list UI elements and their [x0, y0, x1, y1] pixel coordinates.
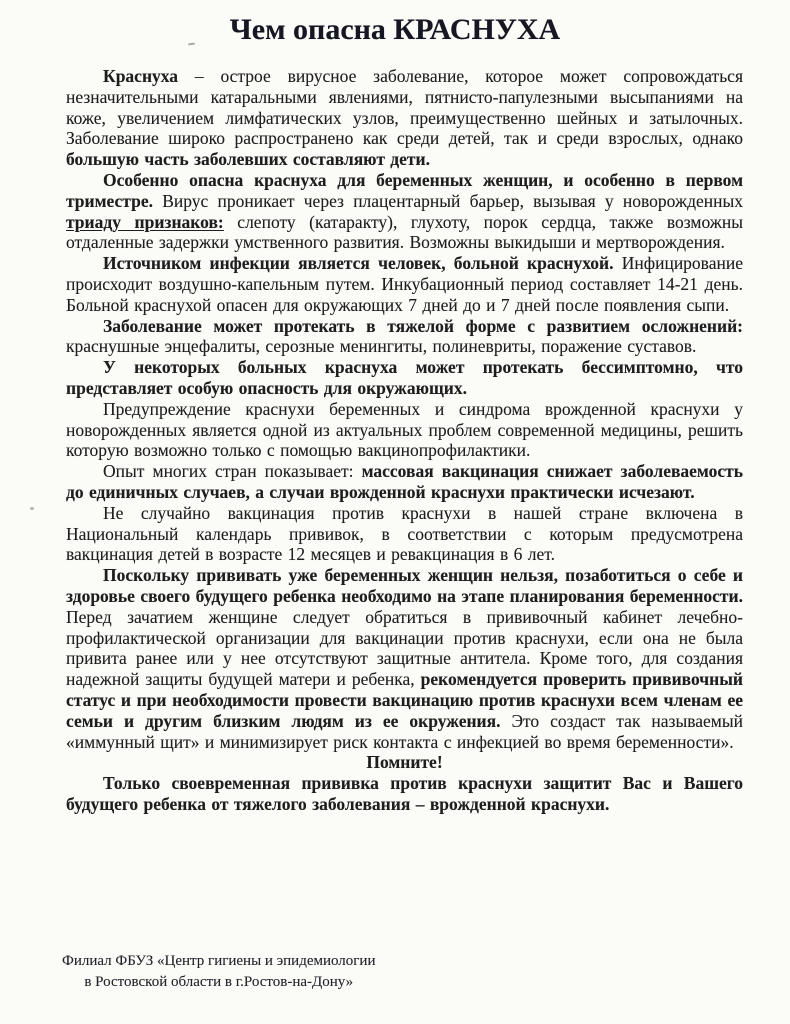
text-run: Это создаст так называемый «иммунный щит» и минимизирует риск контакта с инфекцией во время беременности».	[66, 710, 743, 752]
text-run: рекомендуется проверить прививочный статус и при необходимости провести вакцинацию против краснухи всем членам ее семьи и другим близким людям из ее окружения.	[66, 669, 743, 731]
paragraph-planning	[66, 565, 743, 752]
document-body	[66, 66, 743, 815]
scan-artifact	[30, 507, 34, 510]
paragraph-national-calendar	[66, 503, 743, 565]
text-run: Поскольку прививать уже беременных женщин нельзя, позаботиться о себе и здоровье своего будущего ребенка необходимо на этапе планирования беременности.	[66, 565, 743, 606]
text-run: Только своевременная прививка против краснухи защитит Вас и Вашего будущего ребенка от тяжелого заболевания – врожденной краснухи.	[66, 773, 743, 814]
text-run: Заболевание может протекать в тяжелой форме с развитием осложнений:	[103, 315, 743, 336]
text-run: – острое вирусное заболевание, которое может сопровождаться незначительными катаральными явлениями, пятнисто-папулезными высыпаниями на коже, увеличением лимфатических узлов, преимущественно шейных и затылочных. Заболевание широко распространено как среди детей, так и среди взрослых, однако	[66, 66, 743, 149]
text-run: триаду признаков:	[66, 211, 224, 232]
heading-remember	[66, 752, 743, 773]
text-run: большую часть заболевших составляют дети.	[66, 149, 430, 170]
paragraph-conclusion	[66, 773, 743, 815]
footer-org-line2: в Ростовской области в г.Ростов-на-Дону»	[84, 974, 354, 990]
text-run: Помните!	[366, 752, 443, 773]
text-run: Источником инфекции является человек, больной краснухой.	[103, 253, 614, 274]
footer-org-line1: Филиал ФБУЗ «Центр гигиены и эпидемиологии	[62, 953, 376, 969]
text-run: краснушные энцефалиты, серозные менингиты, полиневриты, поражение суставов.	[66, 336, 697, 357]
paragraph-prevention	[66, 399, 743, 461]
text-run: Инфицирование происходит воздушно-капельным путем. Инкубационный период составляет 14-21 день. Больной краснухой опасен для окружающих 7 дней до и 7 дней после появления сыпи.	[66, 253, 743, 315]
document-title: Чем опасна КРАСНУХА	[229, 13, 561, 46]
text-run: Перед зачатием женщине следует обратиться в прививочный кабинет лечебно-профилактической организации для вакцинации против краснухи, если она не была привита ранее или у нее отсутствуют защитные антитела. Кроме того, для создания надежной защиты будущей матери и ребенка,	[66, 606, 743, 690]
text-run: Особенно опасна краснуха для беременных женщин, и особенно в первом триместре.	[66, 169, 743, 211]
text-run: Опыт многих стран показывает:	[103, 461, 362, 482]
paragraph-pregnancy-risk	[66, 170, 743, 253]
footer-org	[62, 951, 376, 993]
paragraph-complications	[66, 316, 743, 358]
text-run: Вирус проникает через плацентарный барьер, вызывая у новорожденных	[152, 190, 743, 211]
paragraph-world-experience	[66, 461, 743, 503]
paragraph-asymptomatic	[66, 357, 743, 399]
text-run: массовая вакцинация снижает заболеваемость до единичных случаев, а случаи врожденной краснухи практически исчезают.	[66, 461, 743, 502]
text-run: Не случайно вакцинация против краснухи в нашей стране включена в Национальный календарь прививок, в соответствии с которым предусмотрена вакцинация детей в возрасте 12 месяцев и ревакцинация в 6 лет.	[66, 502, 743, 565]
text-run: Краснуха	[103, 66, 179, 86]
paragraph-intro	[66, 66, 743, 170]
paragraph-infection-source	[66, 253, 743, 315]
text-run: Предупреждение краснухи беременных и синдрома врожденной краснухи у новорожденных является одной из актуальных проблем современной медицины, решить которую возможно только с помощью вакцинопрофилактики.	[66, 398, 743, 461]
text-run: слепоту (катаракту), глухоту, порок сердца, также возможны отдаленные задержки умственного развития. Возможны выкидыши и мертворождения.	[66, 211, 743, 253]
text-run: У некоторых больных краснуха может протекать бессимптомно, что представляет особую опасность для окружающих.	[66, 357, 743, 398]
